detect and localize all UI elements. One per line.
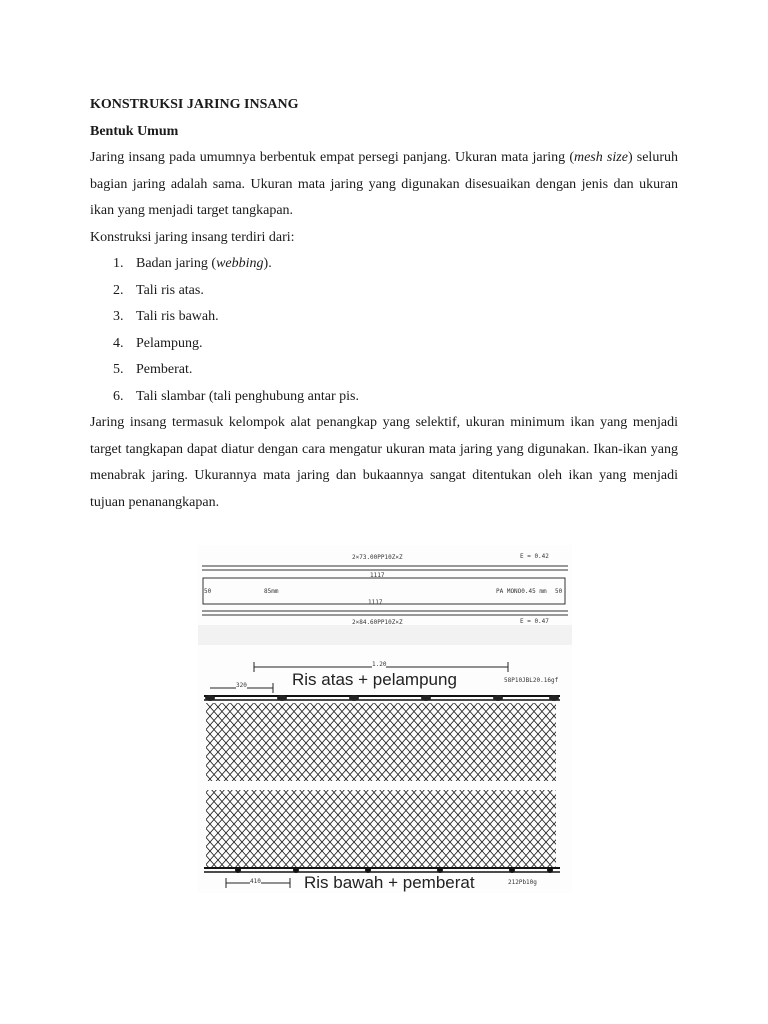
list-number: 5.: [113, 362, 124, 377]
list-text: Tali slambar (tali penghubung antar pis.: [136, 388, 359, 404]
list-item: [90, 278, 678, 305]
float-spec-label: 58P10JBL20.16gf: [504, 677, 559, 684]
intro-paragraph: [90, 145, 678, 225]
list-item: [90, 331, 678, 358]
e-top-label: E = 0.42: [520, 553, 549, 560]
sinker-spec-label: 212Pb10g: [508, 879, 537, 886]
list-text: Badan jaring (: [136, 256, 217, 271]
list-item: [90, 251, 678, 278]
intro-paragraph-part-a: Jaring insang pada umumnya berbentuk empat persegi panjang. Ukuran mata jaring (: [90, 150, 574, 165]
e-bottom-label: E = 0.47: [520, 618, 549, 625]
ris-bawah-label: Ris bawah + pemberat: [304, 873, 475, 892]
list-item: [90, 357, 678, 384]
dimension-left-bottom-label: 410: [250, 878, 261, 885]
document-title: KONSTRUKSI JARING INSANG: [90, 97, 299, 112]
list-text: Pemberat.: [136, 362, 193, 377]
list-number: 1.: [113, 256, 124, 271]
length-top-label: 1117: [370, 572, 385, 579]
list-text: Pelampung.: [136, 335, 203, 351]
construction-list: [90, 251, 678, 410]
dimension-top-label: 1.20: [372, 661, 387, 668]
length-bottom-label: 1117: [368, 599, 383, 606]
gillnet-drawing: [198, 545, 572, 893]
top-rope-label: 2×73.00PP10Z×Z: [352, 554, 403, 561]
list-text: ).: [263, 256, 272, 271]
list-number: 6.: [113, 388, 124, 404]
list-number: 3.: [113, 309, 124, 324]
list-intro: Konstruksi jaring insang terdiri dari:: [90, 229, 295, 245]
webbing-term: webbing: [216, 256, 264, 271]
list-number: 2.: [113, 282, 124, 298]
material-label: PA MONO0.45 mm: [496, 588, 547, 595]
list-item: [90, 304, 678, 331]
section-subtitle: Bentuk Umum: [90, 123, 179, 139]
dimension-left-top-label: 320: [236, 682, 247, 689]
list-number: 4.: [113, 335, 124, 351]
gillnet-diagram: [198, 545, 572, 893]
ris-atas-label: Ris atas + pelampung: [292, 670, 457, 689]
bottom-rope-label: 2×84.60PP10Z×Z: [352, 619, 403, 626]
left-number: 50: [204, 588, 212, 595]
mesh-label: 85mm: [264, 588, 279, 595]
list-item: [90, 384, 678, 411]
list-text: Tali ris bawah.: [136, 309, 219, 324]
right-number: 50: [555, 588, 563, 595]
list-text: Tali ris atas.: [136, 282, 204, 298]
document-body: [90, 92, 678, 516]
selectivity-paragraph: Jaring insang termasuk kelompok alat penangkap yang selektif, ukuran minimum ikan yang menjadi target tangkapan dapat diatur dengan cara mengatur ukuran mata jaring yang digunakan. Ikan-ikan yang menabrak jaring. Ukurannya mata jaring dan bukaannya sangat ditentukan oleh ikan yang menjadi tujuan penanangkapan.: [90, 415, 678, 510]
intro-paragraph-part-b: ) seluruh bagian jaring adalah sama. Ukuran mata jaring yang digunakan disesuaikan dengan jenis dan ukuran ikan yang menjadi target tangkapan.: [90, 150, 678, 218]
mesh-size-term: mesh size: [573, 150, 628, 165]
